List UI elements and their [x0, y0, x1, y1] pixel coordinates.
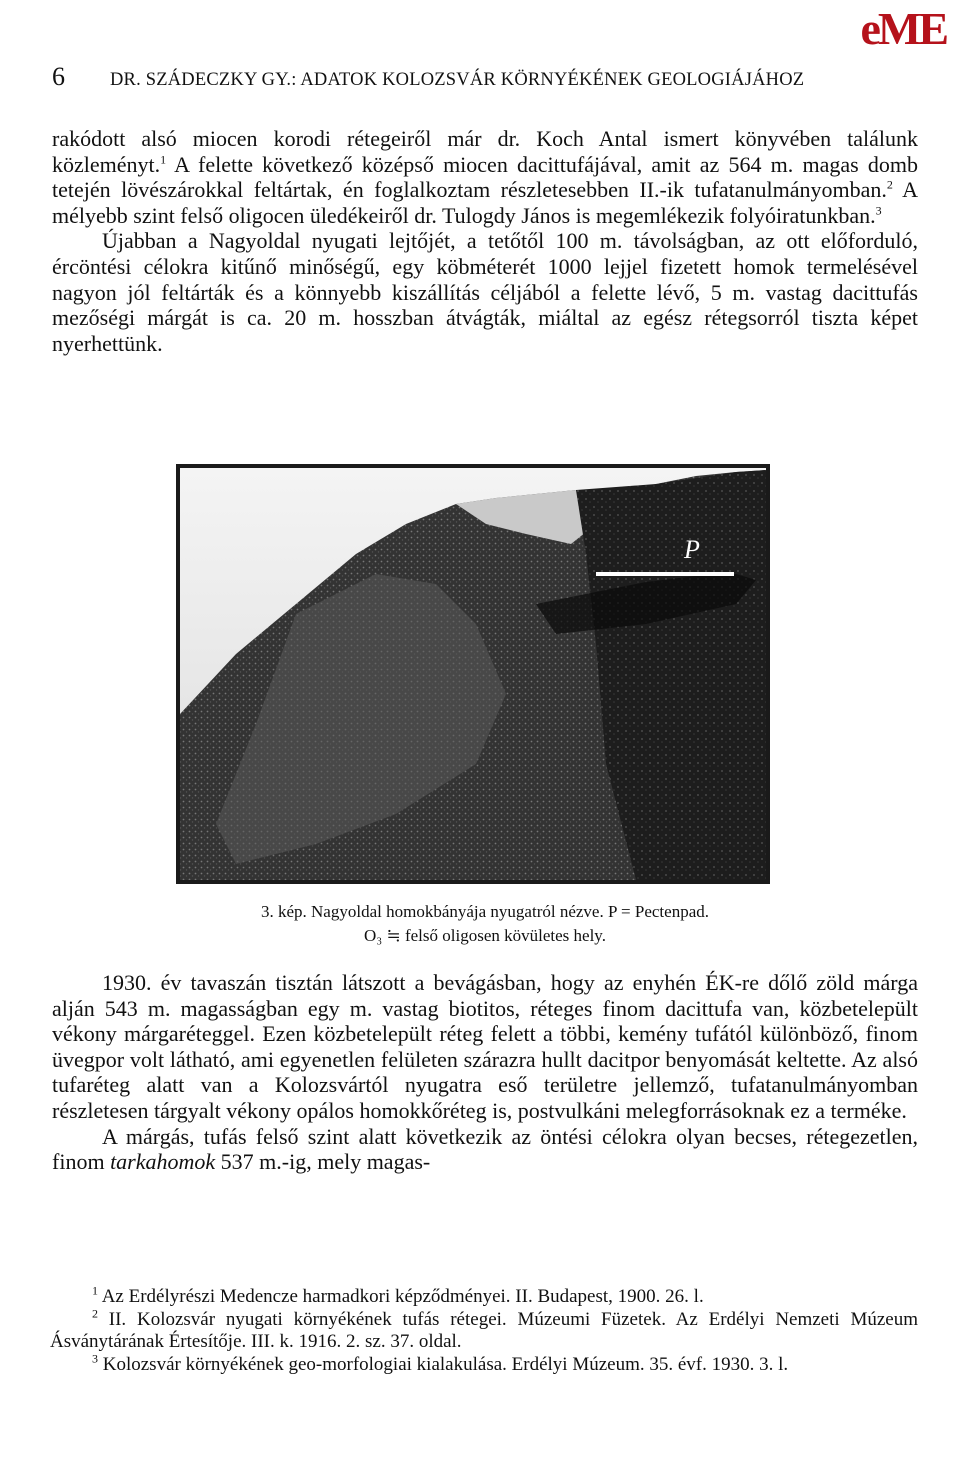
body-text-top	[52, 126, 918, 356]
footnote-ref-1: 1	[160, 152, 167, 167]
footnote-3: $^3$ Kolozsvár környékének geo-morfologiai kialakulása. Erdélyi Múzeum. 35. évf. 1930. 3. l.	[92, 1351, 789, 1375]
footnote-ref-2: 2	[886, 177, 893, 192]
footnotes	[50, 1283, 918, 1376]
running-title: DR. SZÁDECZKY GY.: ADATOK KOLOZSVÁR KÖRNYÉKÉNEK GEOLOGIÁJÁHOZ	[110, 70, 805, 90]
figure-caption	[52, 900, 918, 948]
footnote-2: $^2$ II. Kolozsvár nyugati környékének tufás rétegei. Múzeumi Füzetek. Az Erdélyi Nemzeti Múzeum Ásványtárának Értesítője. III. k. 1916. 2. sz. 37. oldal.	[50, 1306, 918, 1352]
caption-line-2: O₃ ≒ felső oligosen kövületes hely.	[364, 926, 606, 945]
footnote-ref-3: 3	[875, 203, 882, 218]
footnote-1: $^1$ Az Erdélyrészi Medencze harmadkori képződményei. II. Budapest, 1900. 26. l.	[92, 1283, 704, 1307]
paragraph-2: Újabban a Nagyoldal nyugati lejtőjét, a tetőtől 100 m. távolságban, az ott előforduló, ércöntési célokra kitűnő minőségű, egy köbméterét 1000 lejjel fizetett homok termelésével nagyon jól feltárták és a könnyebb kiszállítás céljából a felette lévő, 5 m. vastag dacittufás mezőségi márgát is ca. 20 m. hosszban átvágták, miáltal az egész rétegsorról tiszta képet nyerhettünk.	[52, 228, 918, 356]
publisher-logo: eME	[860, 3, 946, 54]
pectenpad-marker-label: P	[684, 535, 700, 564]
body-text-bottom	[52, 970, 918, 1175]
paragraph-4: A márgás, tufás felső szint alatt következik az öntési célokra olyan becses, rétegezetlen, finom tarkahomok 537 m.-ig, mely magas-	[52, 1123, 918, 1175]
page-number: 6	[52, 62, 65, 91]
paragraph-3: 1930. év tavaszán tisztán látszott a bevágásban, hogy az enyhén ÉK-re dőlő zöld márga alján 543 m. magasságban egy m. vastag biotitos, réteges finom dacittufa van, közbetelepült vékony márgaréteggel. Ezen közbetelepült réteg felett a többi, kemény tufától különböző, finom üvegpor volt látható, ami egyenetlen felületen szárazra hullt dacitpor benyomását keltette. Az alsó tufaréteg alatt van a Kolozsvártól nyugatra eső területre jellemző, tufatanulmányomban részletesen tárgyalt vékony opálos homokkőréteg is, postvulkáni melegforrásoknak ez a terméke.	[52, 970, 918, 1123]
italic-term: tarkahomok	[110, 1149, 216, 1175]
paragraph-1: rakódott alsó miocen korodi rétegeiről már dr. Koch Antal ismert könyvében találunk közleményt.$^1$ A felette következő középső miocen dacittufájával, amit az 564 m. magas domb tetején lövészárokkal feltártak, én foglalkoztam részletesebben II.-ik tufatanulmányomban.$^2$ A mélyebb szint felső oligocen üledékeiről dr. Tulogdy János is megemlékezik folyóiratunkban.$^3$	[52, 126, 918, 228]
caption-line-1: 3. kép. Nagyoldal homokbányája nyugatról nézve. P = Pectenpad.	[260, 902, 709, 921]
running-head	[52, 62, 920, 102]
figure-photo	[176, 464, 770, 884]
